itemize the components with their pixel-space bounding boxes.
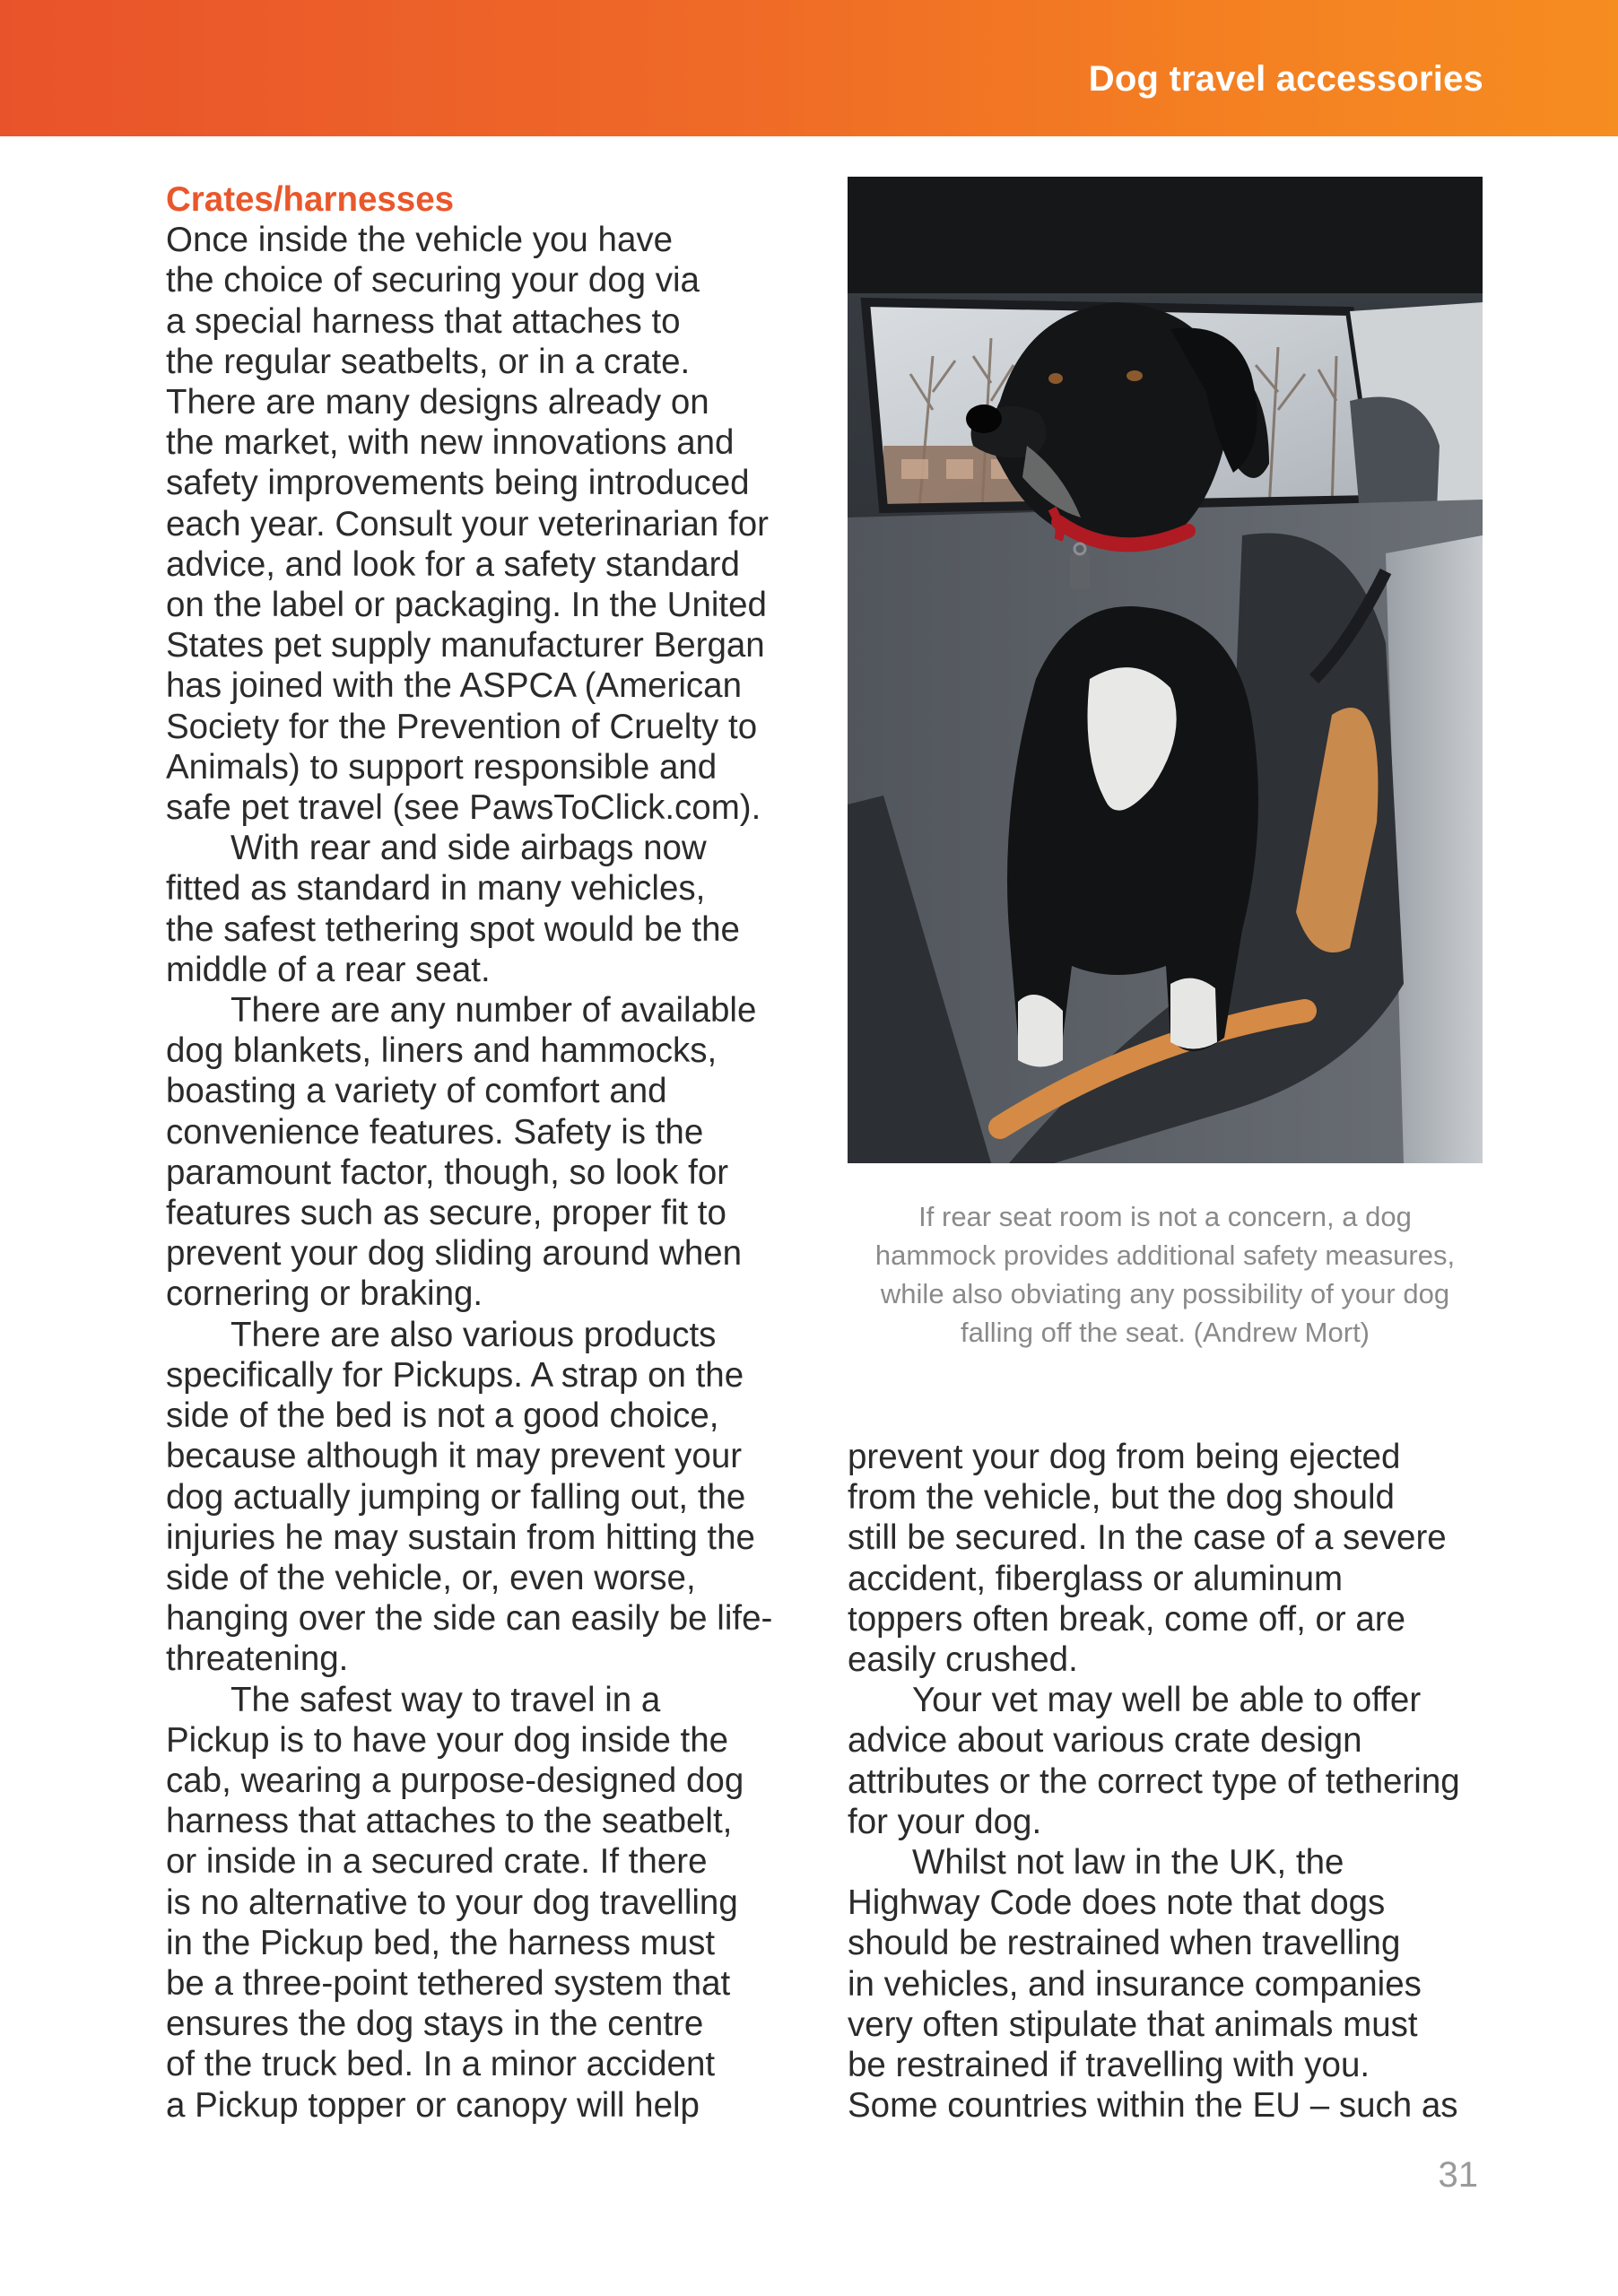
text-line: advice about various crate design [848,1721,1362,1761]
page-number: 31 [1438,2155,1478,2195]
left-text-column [166,179,807,2126]
text-line: There are any number of available [231,991,757,1031]
text-line: should be restrained when travelling [848,1924,1401,1963]
text-line: Society for the Prevention of Cruelty to [166,707,758,746]
text-line: threatening. [166,1639,349,1679]
text-line: on the label or packaging. In the United [166,586,767,625]
text-line: of the truck bed. In a minor accident [166,2045,716,2084]
text-line: dog actually jumping or falling out, the [166,1477,746,1517]
text-line: be a three-point tethered system that [166,1963,731,2003]
text-line: middle of a rear seat. [166,950,491,989]
text-line: advice, and look for a safety standard [166,544,740,584]
text-line: safety improvements being introduced [166,464,750,503]
text-line: Once inside the vehicle you have [166,221,674,260]
text-line: from the vehicle, but the dog should [848,1478,1395,1518]
text-line: hanging over the side can easily be life- [166,1599,773,1639]
text-line: Highway Code does note that dogs [848,1883,1386,1923]
text-line: The safest way to travel in a [231,1680,661,1719]
text-line: prevent your dog from being ejected [848,1438,1401,1476]
text-line: for your dog. [848,1802,1042,1841]
text-line: the choice of securing your dog via [166,261,700,300]
text-line: cab, wearing a purpose-designed dog [166,1761,744,1800]
caption-line: If rear seat room is not a concern, a dog [918,1201,1412,1232]
running-header-title: Dog travel accessories [1088,59,1483,99]
header-band [0,0,1618,136]
text-line: There are many designs already on [166,383,709,422]
text-line: or inside in a secured crate. If there [166,1842,708,1882]
section-heading: Crates/harnesses [166,180,455,219]
caption-line: hammock provides additional safety measures, [874,1239,1456,1271]
text-line: a special harness that attaches to [166,301,681,341]
text-line: boasting a variety of comfort and [166,1072,667,1111]
text-line: the safest tethering spot would be the [166,909,740,949]
text-line: Animals) to support responsible and [166,747,718,787]
text-line: accident, fiberglass or aluminum [848,1559,1344,1598]
dog-photo-illustration [848,177,1483,1163]
text-line: dog blankets, liners and hammocks, [166,1031,718,1071]
right-column-body [848,1437,1489,2126]
text-line: cornering or braking. [166,1274,483,1314]
text-line: harness that attaches to the seatbelt, [166,1802,733,1841]
text-line: very often stipulate that animals must [848,2005,1418,2044]
text-line: Pickup is to have your dog inside the [166,1720,729,1760]
caption-line: while also obviating any possibility of your dog [880,1278,1450,1309]
text-line: safe pet travel (see PawsToClick.com). [166,788,761,828]
text-line: toppers often break, come off, or are [848,1599,1406,1639]
text-line: the regular seatbelts, or in a crate. [166,342,691,381]
text-line: side of the bed is not a good choice, [166,1396,719,1436]
text-line: States pet supply manufacturer Bergan [166,626,765,665]
text-line: side of the vehicle, or, even worse, [166,1558,696,1597]
left-column-body [166,220,807,2126]
text-line: still be secured. In the case of a severe [848,1518,1447,1558]
photo-caption [848,1197,1483,1352]
text-line: attributes or the correct type of tethering [848,1761,1460,1801]
text-line: Some countries within the EU – such as [848,2086,1458,2126]
text-line: each year. Consult your veterinarian for [166,504,769,544]
text-line: Your vet may well be able to offer [912,1681,1422,1720]
text-line: specifically for Pickups. A strap on the [166,1355,744,1395]
text-line: There are also various products [231,1315,717,1354]
text-line: the market, with new innovations and [166,423,735,463]
text-line: prevent your dog sliding around when [166,1234,743,1274]
text-line: because although it may prevent your [166,1437,743,1476]
text-line: With rear and side airbags now [231,829,707,868]
text-line: has joined with the ASPCA (American [166,666,742,706]
text-line: easily crushed. [848,1640,1078,1680]
right-text-column [848,1437,1489,2126]
text-line: be restrained if travelling with you. [848,2046,1370,2085]
text-line: features such as secure, proper fit to [166,1194,726,1233]
text-line: fitted as standard in many vehicles, [166,869,706,909]
text-line: in the Pickup bed, the harness must [166,1923,716,1962]
text-line: is no alternative to your dog travelling [166,1883,738,1922]
dog-in-car-photo [848,177,1483,1163]
text-line: paramount factor, though, so look for [166,1152,729,1192]
text-line: convenience features. Safety is the [166,1112,704,1152]
text-line: ensures the dog stays in the centre [166,2005,704,2044]
caption-line: falling off the seat. (Andrew Mort) [960,1317,1370,1348]
text-line: a Pickup topper or canopy will help [166,2085,700,2125]
text-line: Whilst not law in the UK, the [912,1843,1344,1883]
text-line: in vehicles, and insurance companies [848,1964,1422,2004]
text-line: injuries he may sustain from hitting the [166,1518,755,1557]
